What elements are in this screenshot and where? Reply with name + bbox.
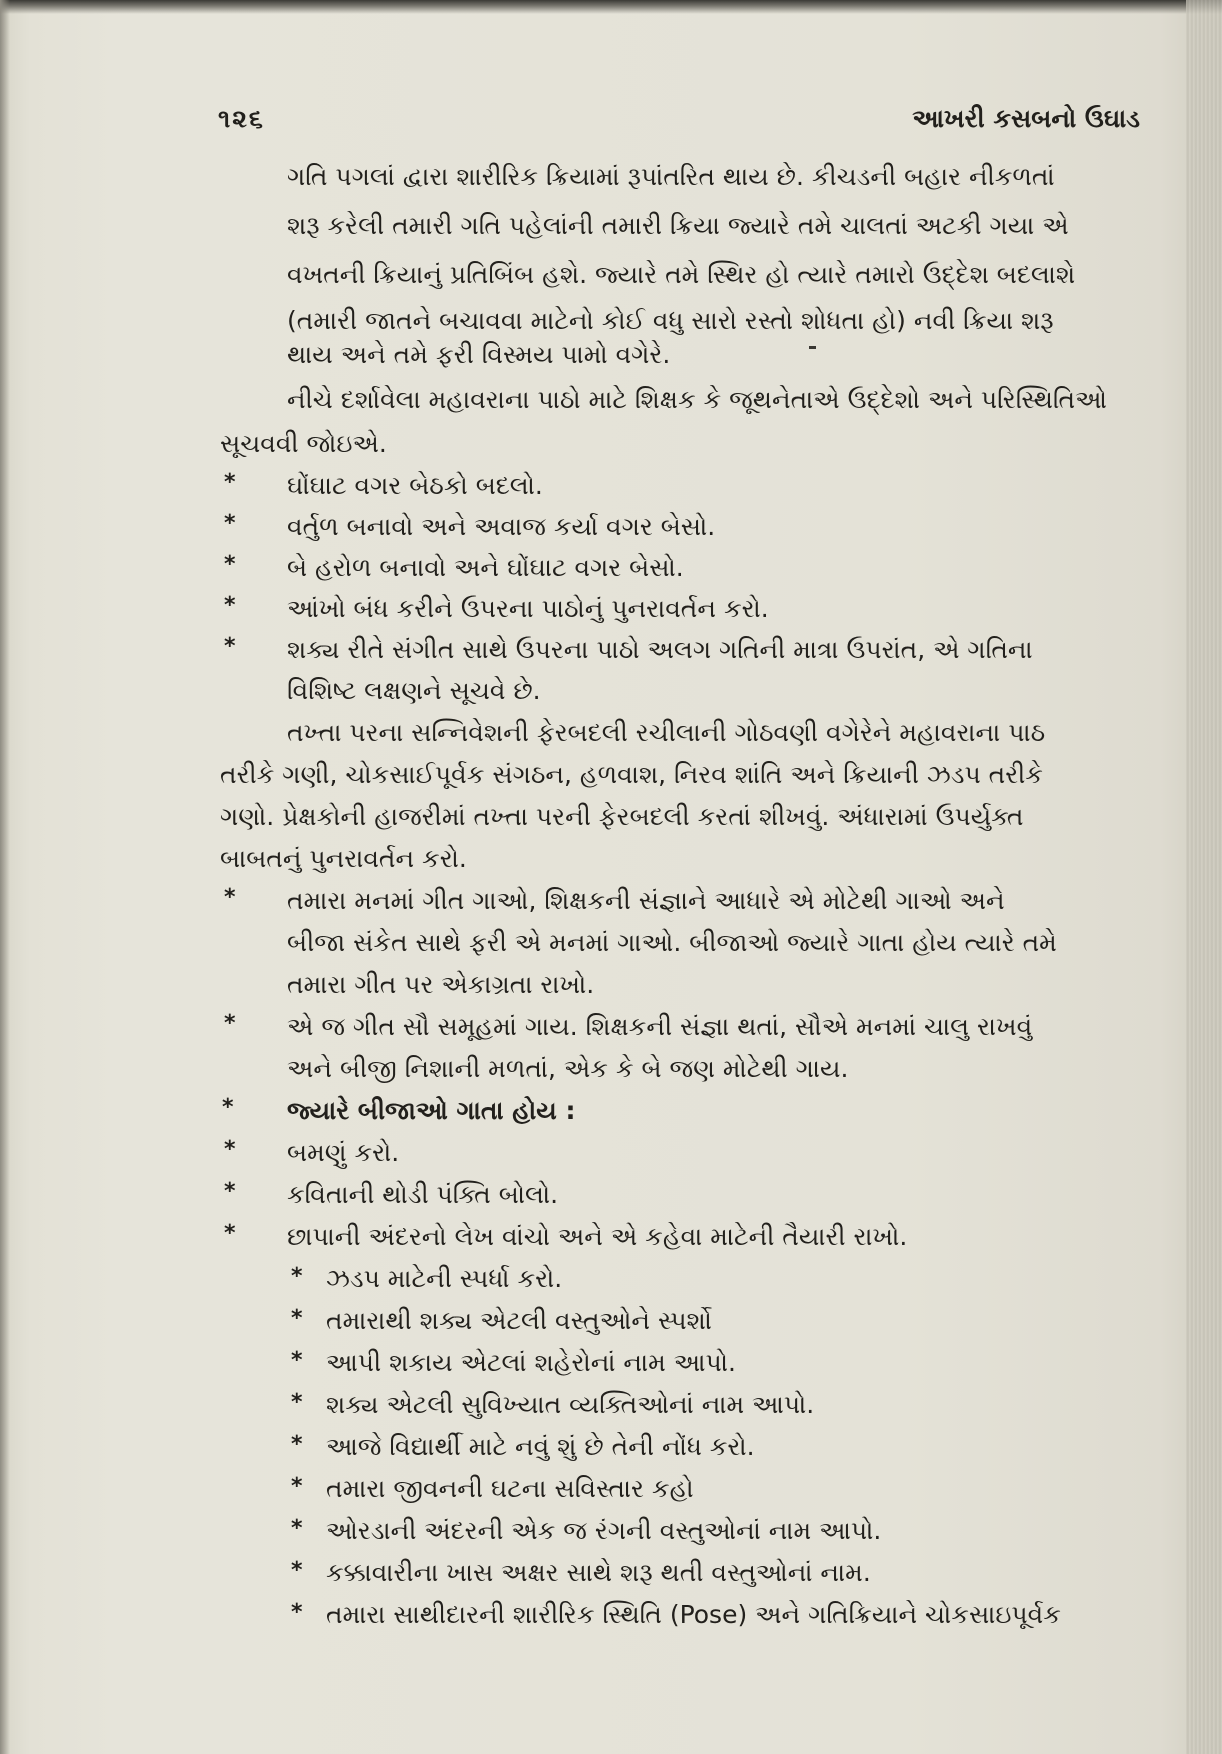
sublist-item: કક્કાવારીના ખાસ અક્ષર સાથે શરૂ થતી વસ્તુઓનાં નામ. — [326, 1558, 871, 1587]
sublist-item: આજે વિદ્યાર્થી માટે નવું શું છે તેની નોંધ કરો. — [326, 1432, 755, 1461]
sublist-item: તમારા સાથીદારની શારીરિક સ્થિતિ (Pose) અને ગતિક્રિયાને ચોકસાઇપૂર્વક — [326, 1600, 1061, 1629]
bullet-marker: * — [224, 470, 236, 495]
list-item: આંખો બંધ કરીને ઉપરના પાઠોનું પુનરાવર્તન કરો. — [287, 594, 769, 623]
top-shadow — [0, 0, 1222, 14]
list-subheading: જ્યારે બીજાઓ ગાતા હોય : — [287, 1096, 576, 1125]
paragraph-line: ગણો. પ્રેક્ષકોની હાજરીમાં તખ્તા પરની ફેરબદલી કરતાં શીખવું. અંધારામાં ઉપર્યુક્ત — [220, 802, 1024, 831]
sublist-item: ઝડપ માટેની સ્પર્ધા કરો. — [326, 1264, 563, 1293]
bullet-marker: * — [222, 1095, 234, 1120]
bullet-marker: * — [291, 1432, 303, 1457]
paragraph-line: શરૂ કરેલી તમારી ગતિ પહેલાંની તમારી ક્રિયા જ્યારે તમે ચાલતાં અટકી ગયા એ — [287, 211, 1069, 240]
bullet-marker: * — [224, 885, 236, 910]
page-gutter — [0, 0, 10, 1754]
sublist-item: ઓરડાની અંદરની એક જ રંગની વસ્તુઓનાં નામ આપો. — [326, 1516, 882, 1545]
bullet-marker: * — [291, 1264, 303, 1289]
bullet-marker: * — [224, 552, 236, 577]
paragraph-line: તરીકે ગણી, ચોકસાઈપૂર્વક સંગઠન, હળવાશ, નિરવ શાંતિ અને ક્રિયાની ઝડપ તરીકે — [220, 760, 1043, 789]
running-header-title: આખરી કસબનો ઉઘાડ — [912, 104, 1140, 133]
paragraph-line: સૂચવવી જોઇએ. — [220, 429, 387, 458]
list-item: કવિતાની થોડી પંક્તિ બોલો. — [287, 1180, 559, 1209]
sublist-item: આપી શકાય એટલાં શહેરોનાં નામ આપો. — [326, 1348, 736, 1377]
bullet-marker: * — [291, 1516, 303, 1541]
bullet-marker: * — [291, 1558, 303, 1583]
list-item: તમારા મનમાં ગીત ગાઓ, શિક્ષકની સંજ્ઞાને આધારે એ મોટેથી ગાઓ અને — [287, 886, 1005, 915]
bullet-marker: * — [224, 593, 236, 618]
bullet-marker: * — [291, 1390, 303, 1415]
list-item-continuation: અને બીજી નિશાની મળતાં, એક કે બે જણ મોટેથી ગાય. — [287, 1054, 849, 1083]
paragraph-line: (તમારી જાતને બચાવવા માટેનો કોઈ વધુ સારો રસ્તો શોધતા હો) નવી ક્રિયા શરૂ — [287, 306, 1054, 335]
paragraph-line: ગતિ પગલાં દ્વારા શારીરિક ક્રિયામાં રૂપાંતરિત થાય છે. કીચડની બહાર નીકળતાં — [287, 162, 1055, 191]
list-item-continuation: વિશિષ્ટ લક્ષણને સૂચવે છે. — [287, 676, 541, 705]
bullet-marker: * — [224, 1137, 236, 1162]
list-item: છાપાની અંદરનો લેખ વાંચો અને એ કહેવા માટેની તૈયારી રાખો. — [287, 1222, 908, 1251]
list-item: બમણું કરો. — [287, 1138, 400, 1167]
sublist-item: તમારાથી શક્ય એટલી વસ્તુઓને સ્પર્શો — [326, 1306, 712, 1335]
bullet-marker: * — [224, 1179, 236, 1204]
paragraph-line: તખ્તા પરના સન્નિવેશની ફેરબદલી રચીલાની ગોઠવણી વગેરેને મહાવરાના પાઠ — [287, 718, 1046, 747]
list-item: એ જ ગીત સૌ સમૂહમાં ગાય. શિક્ષકની સંજ્ઞા થતાં, સૌએ મનમાં ચાલુ રાખવું — [287, 1012, 1033, 1041]
paragraph-line: વખતની ક્રિયાનું પ્રતિબિંબ હશે. જ્યારે તમે સ્થિર હો ત્યારે તમારો ઉદ્દેશ બદલાશે — [287, 260, 1076, 289]
list-item: ઘોંઘાટ વગર બેઠકો બદલો. — [287, 471, 543, 500]
sublist-item: શક્ય એટલી સુવિખ્યાત વ્યક્તિઓનાં નામ આપો. — [326, 1390, 815, 1419]
bullet-marker: * — [224, 634, 236, 659]
list-item-continuation: બીજા સંકેત સાથે ફરી એ મનમાં ગાઓ. બીજાઓ જ્યારે ગાતા હોય ત્યારે તમે — [287, 928, 1057, 957]
bullet-marker: * — [224, 1011, 236, 1036]
paragraph-line: બાબતનું પુનરાવર્તન કરો. — [220, 844, 467, 873]
bullet-marker: * — [291, 1600, 303, 1625]
page-number: ૧૨૬ — [218, 104, 265, 133]
list-item: વર્તુળ બનાવો અને અવાજ કર્યા વગર બેસો. — [287, 512, 716, 541]
page-edge-stack — [1186, 0, 1222, 1754]
bullet-marker: * — [291, 1348, 303, 1373]
list-item-continuation: તમારા ગીત પર એકાગ્રતા રાખો. — [287, 970, 595, 999]
bullet-marker: * — [224, 1221, 236, 1246]
paragraph-line: નીચે દર્શાવેલા મહાવરાના પાઠો માટે શિક્ષક કે જૂથનેતાએ ઉદ્દેશો અને પરિસ્થિતિઓ — [287, 385, 1107, 414]
pencil-mark — [809, 346, 816, 349]
bullet-marker: * — [224, 511, 236, 536]
bullet-marker: * — [291, 1474, 303, 1499]
list-item: બે હરોળ બનાવો અને ઘોંઘાટ વગર બેસો. — [287, 553, 684, 582]
paragraph-line: થાય અને તમે ફરી વિસ્મય પામો વગેરે. — [287, 340, 671, 369]
sublist-item: તમારા જીવનની ઘટના સવિસ્તાર કહો — [326, 1474, 694, 1503]
list-item: શક્ય રીતે સંગીત સાથે ઉપરના પાઠો અલગ ગતિની માત્રા ઉપરાંત, એ ગતિના — [287, 635, 1033, 664]
bullet-marker: * — [291, 1306, 303, 1331]
